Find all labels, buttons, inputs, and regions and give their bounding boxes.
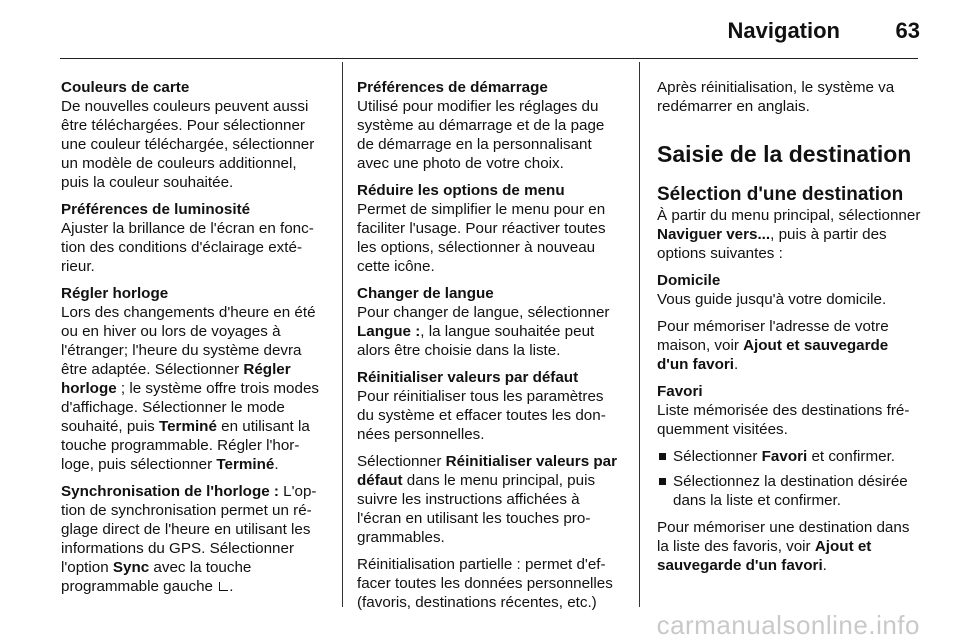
text-run: . [822, 557, 827, 574]
page-number: 63 [895, 18, 920, 43]
text-run: ; le système offre trois modes d'affichage. Sélectionner le mode souhaité, puis [61, 380, 319, 435]
section-text: Ajuster la brillance de l'écran en fonction des conditions d'éclairage extérieur. [61, 220, 314, 275]
column-1 [61, 78, 326, 604]
section-synchronisation-horloge [61, 482, 326, 596]
section-changer-langue [357, 284, 623, 360]
text-run: Pour changer de langue, sélectionner [357, 304, 610, 321]
menu-term: Réinitialiser valeurs par défaut [357, 453, 618, 489]
section-heading: Réduire les options de menu [357, 182, 565, 199]
section-text: Permet de simplifier le menu pour en faciliter l'usage. Pour réactiver toutes les options, sélectionner à nouveau cette icône. [357, 201, 606, 275]
bullet-list [657, 447, 922, 510]
text-run: et confirmer. [807, 448, 896, 465]
column-divider-1 [342, 62, 343, 607]
section-heading: Réinitialiser valeurs par défaut [357, 369, 579, 386]
text-run: L'option de synchronisation permet un réglage direct de l'heure en utilisant les informations du GPS. Sélectionner l'option [61, 483, 317, 576]
text-run: Sélectionnez la destination désirée dans la liste et confirmer. [673, 473, 908, 509]
section-text: De nouvelles couleurs peuvent aussi être téléchargées. Pour sélectionner une couleur téléchargée, sélectionner un modèle de couleurs additionnel, puis la couleur souhaitée. [61, 98, 315, 191]
section-text: Liste mémorisée des destinations fréquemment visitées. [657, 402, 910, 438]
cross-reference: Ajout et sauvegarde d'un favori [657, 337, 889, 373]
bullet-square-icon [659, 453, 666, 460]
section-preferences-demarrage [357, 78, 623, 173]
section-text [61, 303, 326, 474]
text-run: , la langue souhaitée peut alors être choisie dans la liste. [357, 323, 595, 359]
section-heading: Régler horloge [61, 285, 169, 302]
section-heading: Préférences de démarrage [357, 79, 548, 96]
cross-reference: Ajout et sauvegarde d'un favori [657, 538, 872, 574]
header-divider [60, 58, 918, 59]
text-run: . [734, 356, 739, 373]
text-run: en utilisant la touche programmable. Régler l'horloge, puis sélectionner [61, 418, 310, 473]
text-run: À partir du menu principal, sélectionner [657, 207, 921, 224]
section-heading: Préférences de luminosité [61, 201, 251, 218]
section-text: Vous guide jusqu'à votre domicile. [657, 291, 887, 308]
section-text: Pour réinitialiser tous les paramètres du système et effacer toutes les données personnelles. [357, 388, 606, 443]
menu-term: Naviguer vers... [657, 226, 771, 243]
column-2 [357, 78, 623, 620]
section-text: Réinitialisation partielle : permet d'effacer toutes les données personnelles (favoris, destinations récentes, etc.) [357, 556, 613, 611]
text-run: dans le menu principal, puis suivre les instructions affichées à l'écran en utilisant les touches programmables. [357, 472, 596, 546]
section-favori [657, 382, 922, 575]
bullet-square-icon [659, 478, 666, 485]
section-heading: Domicile [657, 272, 721, 289]
text-run: Sélectionner [673, 448, 762, 465]
subchapter-heading: Sélection d'une destination [657, 184, 904, 205]
watermark: carmanualsonline.info [656, 610, 920, 640]
intro-text: Après réinitialisation, le système va redémarrer en anglais. [657, 79, 895, 115]
section-text: Utilisé pour modifier les réglages du système au démarrage et de la page de démarrage en la personnalisant avec une photo de votre choix. [357, 98, 605, 172]
column-divider-2 [639, 62, 640, 607]
chapter-heading: Saisie de la destination [657, 141, 912, 167]
section-heading: Favori [657, 383, 703, 400]
section-text [357, 452, 623, 547]
text-run: . [274, 456, 279, 473]
menu-term: Sync [112, 559, 150, 576]
list-item [657, 447, 922, 466]
section-title: Navigation [727, 18, 840, 43]
section-text [357, 303, 623, 360]
menu-term: Terminé [216, 456, 275, 473]
section-preferences-luminosite [61, 200, 326, 276]
section-heading: Changer de langue [357, 285, 494, 302]
section-couleurs-de-carte [61, 78, 326, 192]
text-run: Pour mémoriser l'adresse de votre maison, voir [657, 318, 889, 354]
column-3 [657, 78, 922, 583]
section-text [61, 482, 326, 596]
section-text [657, 317, 922, 374]
page-header [0, 0, 960, 58]
text-run: , puis à partir des options suivantes : [657, 226, 887, 262]
menu-term: Favori [761, 448, 808, 465]
text-run: Sélectionner [357, 453, 446, 470]
section-text [657, 206, 922, 263]
text-run: avec la touche programmable gauche [61, 559, 252, 595]
menu-term: Langue : [357, 323, 421, 340]
section-reinitialiser [357, 368, 623, 612]
left-softkey-icon [219, 582, 228, 591]
section-regler-horloge [61, 284, 326, 474]
text-run: . [229, 578, 234, 595]
section-domicile [657, 271, 922, 374]
list-item [657, 472, 922, 510]
text-run: Lors des changements d'heure en été ou en hiver ou lors de voyages à l'étranger; l'heure du système devra être adaptée. Sélectionner [61, 304, 316, 378]
section-reduire-options-menu [357, 181, 623, 276]
menu-term: Synchronisation de l'horloge : [61, 483, 279, 500]
text-run: Pour mémoriser une destination dans la liste des favoris, voir [657, 519, 910, 555]
menu-term: Terminé [158, 418, 217, 435]
menu-term: Régler horloge [61, 361, 291, 397]
section-heading: Couleurs de carte [61, 79, 190, 96]
section-text [657, 518, 922, 575]
